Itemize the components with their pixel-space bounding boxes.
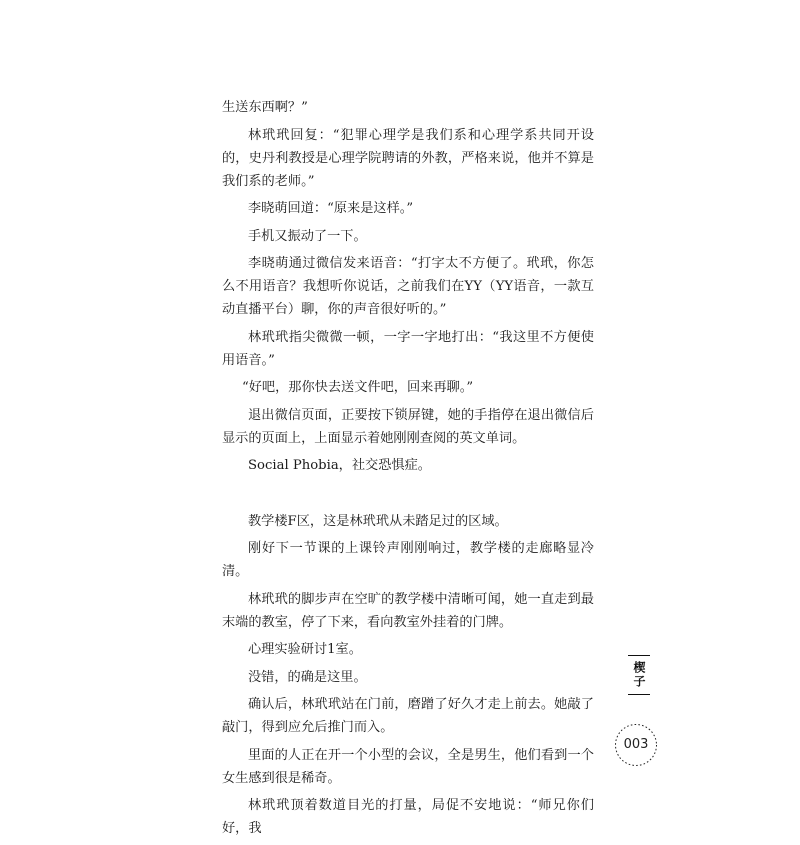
- section-break: [222, 482, 594, 510]
- paragraph: 退出微信页面，正要按下锁屏键，她的手指停在退出微信后显示的页面上，上面显示着她刚刚查阅的英文单词。: [222, 407, 594, 446]
- paragraph: 教学楼F区，这是林玳玳从未踏足过的区域。: [248, 513, 508, 529]
- paragraph: 没错，的确是这里。: [248, 669, 367, 685]
- chapter-side-marker: [628, 655, 650, 695]
- page-number-badge: [613, 722, 659, 768]
- paragraph: 确认后，林玳玳站在门前，磨蹭了好久才走上前去。她敲了敲门，得到应允后推门而入。: [222, 697, 594, 735]
- paragraph: “好吧，那你快去送文件吧，回来再聊。”: [242, 380, 474, 395]
- paragraph: 林玳玳回复：“犯罪心理学是我们系和心理学系共同开设的，史丹利教授是心理学院聘请的外教，严格来说，他并不算是我们系的老师。”: [222, 127, 594, 189]
- paragraph: 刚好下一节课的上课铃声刚刚响过，教学楼的走廊略显冷清。: [222, 541, 594, 579]
- paragraph: 李晓萌通过微信发来语音：“打字太不方便了。玳玳，你怎么不用语音？我想听你说话，之前我们在YY（YY语音，一款互动直播平台）聊，你的声音很好听的。”: [222, 256, 594, 317]
- chapter-title: 楔子: [632, 661, 646, 689]
- body-text: [222, 96, 594, 845]
- paragraph: 手机又振动了一下。: [248, 228, 367, 244]
- paragraph: 心理实验研讨1室。: [248, 642, 362, 657]
- paragraph: 里面的人正在开一个小型的会议，全是男生，他们看到一个女生感到很是稀奇。: [222, 747, 594, 786]
- paragraph: 林玳玳的脚步声在空旷的教学楼中清晰可闻，她一直走到最末端的教室，停了下来，看向教室外挂着的门牌。: [222, 591, 594, 630]
- page-number: 003: [623, 737, 649, 752]
- paragraph: 李晓萌回道：“原来是这样。”: [248, 201, 414, 216]
- divider: [628, 694, 650, 695]
- divider: [628, 655, 650, 656]
- paragraph: 生送东西啊？”: [222, 100, 308, 115]
- paragraph: 林玳玳顶着数道目光的打量，局促不安地说：“师兄你们好，我: [222, 798, 594, 836]
- paragraph: Social Phobia，社交恐惧症。: [248, 458, 431, 473]
- paragraph: 林玳玳指尖微微一顿，一字一字地打出：“我这里不方便使用语音。”: [222, 329, 594, 368]
